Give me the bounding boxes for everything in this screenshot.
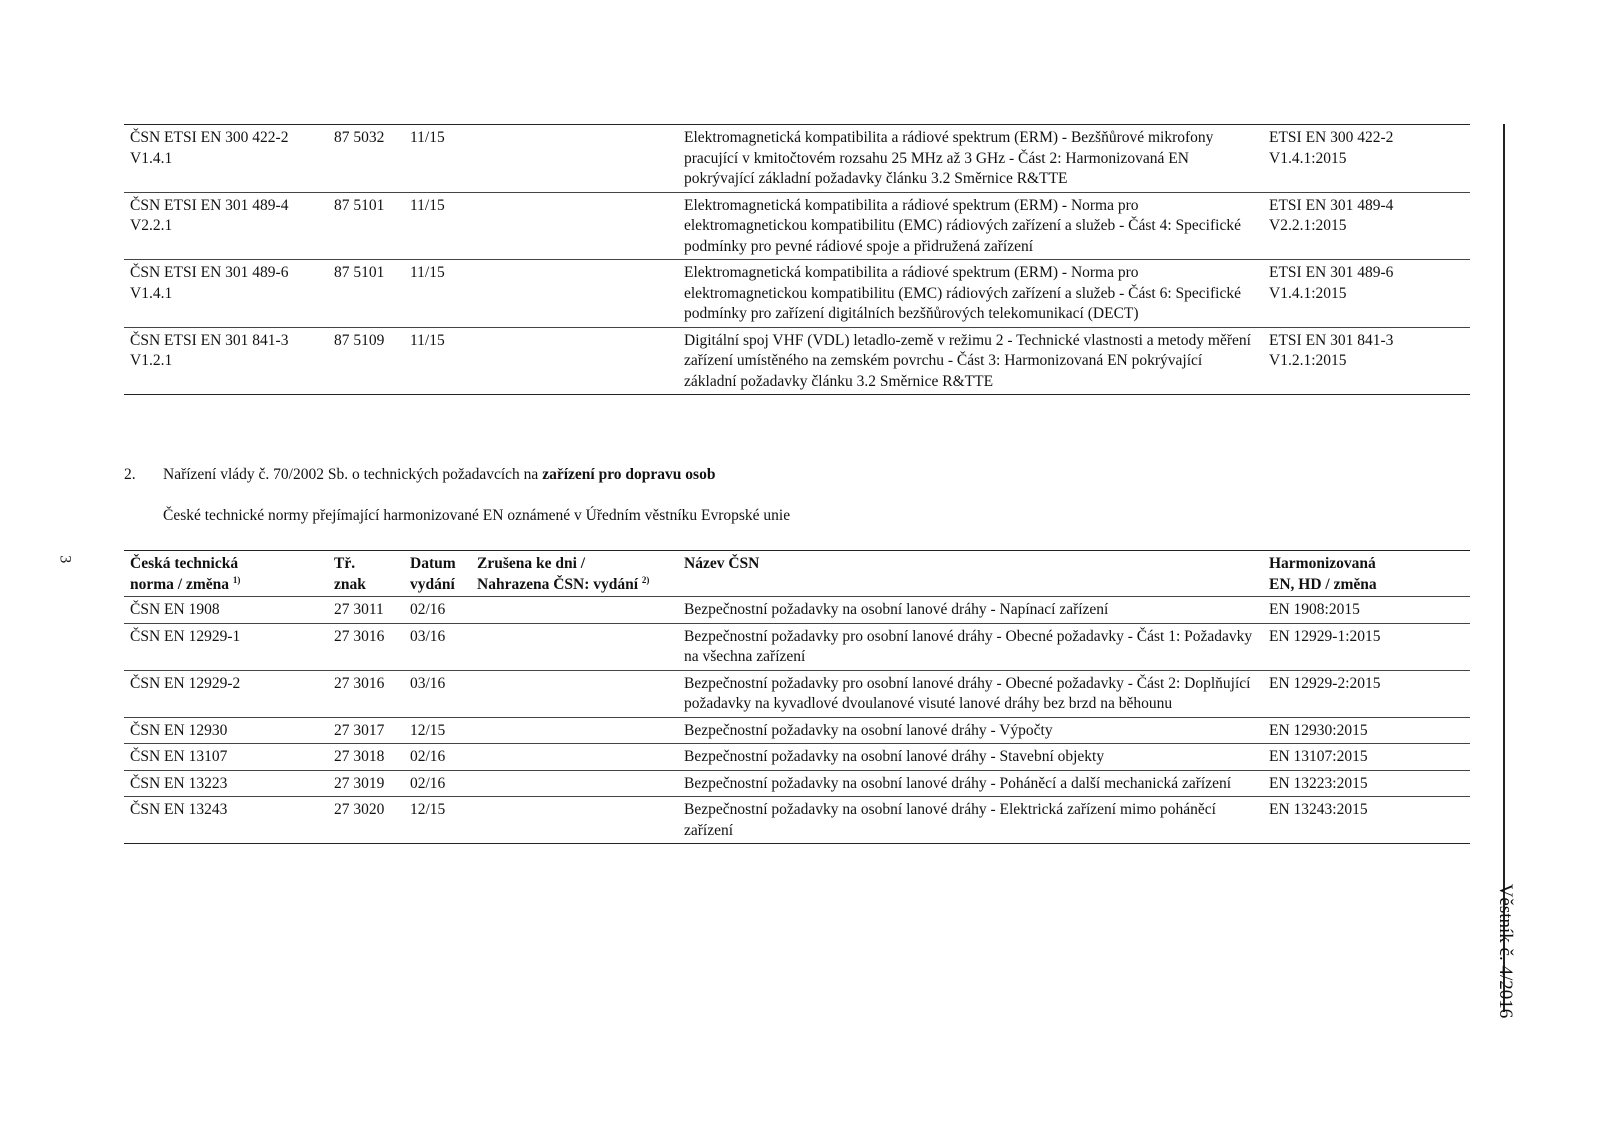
- table-header-row: [124, 551, 1470, 597]
- cell-class-mark: 87 5032: [334, 129, 385, 146]
- table-row: [124, 623, 1470, 670]
- cell-class-mark: 87 5101: [328, 260, 404, 328]
- table-row: [124, 770, 1470, 797]
- header-norm: Česká technická norma / změna $^{1)}$: [124, 551, 328, 597]
- table-row: [124, 192, 1470, 260]
- cell-class-mark: 27 3020: [328, 797, 404, 844]
- cell-harmonized: EN 1908:2015: [1269, 601, 1360, 618]
- cell-class-mark: 27 3019: [328, 770, 404, 797]
- cell-title: Bezpečnostní požadavky pro osobní lanové dráhy - Obecné požadavky - Část 1: Požadavky na všechna zařízení: [678, 623, 1263, 670]
- cell-norm: ČSN EN 1908: [130, 601, 220, 618]
- cell-norm: ČSN ETSI EN 301 841-3 V1.2.1: [124, 327, 328, 395]
- cell-title: Bezpečnostní požadavky na osobní lanové dráhy - Výpočty: [678, 717, 1263, 744]
- cell-class-mark: 27 3017: [328, 717, 404, 744]
- cell-replaced: [471, 744, 678, 771]
- cell-title: Bezpečnostní požadavky na osobní lanové dráhy - Poháněcí a další mechanická zařízení: [678, 770, 1263, 797]
- cell-harmonized: EN 13223:2015: [1263, 770, 1470, 797]
- cell-harmonized: ETSI EN 301 841-3 V1.2.1:2015: [1263, 327, 1470, 395]
- cell-issued: 11/15: [404, 327, 471, 395]
- standards-table-continued-body: [124, 125, 1470, 395]
- cell-norm: ČSN EN 13243: [124, 797, 328, 844]
- cell-issued: 12/15: [404, 797, 471, 844]
- standards-table: [124, 550, 1470, 844]
- table-row: [124, 327, 1470, 395]
- cell-harmonized: EN 12929-1:2015: [1263, 623, 1470, 670]
- cell-title: Bezpečnostní požadavky na osobní lanové dráhy - Stavební objekty: [678, 744, 1263, 771]
- cell-replaced: [471, 670, 678, 717]
- cell-replaced: [471, 770, 678, 797]
- section-title-text: Nařízení vlády č. 70/2002 Sb. o technických požadavcích na: [163, 466, 543, 483]
- page-number: 3: [56, 555, 74, 564]
- table-row: [124, 717, 1470, 744]
- cell-replaced: [471, 260, 678, 328]
- cell-replaced: [471, 597, 678, 624]
- header-class-mark: Tř. znak: [328, 551, 404, 597]
- cell-title: Bezpečnostní požadavky na osobní lanové dráhy - Elektrická zařízení mimo poháněcí zařízení: [678, 797, 1263, 844]
- cell-harmonized: EN 13107:2015: [1263, 744, 1470, 771]
- cell-issued: 03/16: [404, 670, 471, 717]
- cell-class-mark: 27 3011: [334, 601, 384, 618]
- cell-replaced: [471, 192, 678, 260]
- cell-norm: ČSN EN 12930: [124, 717, 328, 744]
- cell-norm: ČSN EN 13107: [124, 744, 328, 771]
- section-title-emphasis: zařízení pro dopravu osob: [542, 466, 716, 483]
- cell-norm: ČSN EN 12929-2: [124, 670, 328, 717]
- table-row: [124, 797, 1470, 844]
- table-row: [124, 260, 1470, 328]
- table-row: [124, 670, 1470, 717]
- header-title: Název ČSN: [678, 551, 1263, 597]
- cell-norm: ČSN ETSI EN 301 489-4 V2.2.1: [124, 192, 328, 260]
- header-replaced: Zrušena ke dni / Nahrazena ČSN: vydání $^{2)}$: [471, 551, 678, 597]
- cell-title: Elektromagnetická kompatibilita a rádiové spektrum (ERM) - Norma pro elektromagnetickou kompatibilitu (EMC) rádiových zařízení a služeb - Část 6: Specifické podmínky pro zařízení digitálních bezšňůrových telekomunikací (DECT): [678, 260, 1263, 328]
- cell-norm: ČSN ETSI EN 301 489-6 V1.4.1: [124, 260, 328, 328]
- cell-harmonized: EN 12930:2015: [1263, 717, 1470, 744]
- cell-title: Digitální spoj VHF (VDL) letadlo-země v režimu 2 - Technické vlastnosti a metody měření zařízení umístěného na zemském povrchu - Část 3: Harmonizovaná EN pokrývající základní požadavky článku 3.2 Směrnice R&TTE: [678, 327, 1263, 395]
- cell-issued: 02/16: [404, 770, 471, 797]
- cell-issued: 02/16: [410, 601, 446, 618]
- cell-norm: ČSN EN 13223: [124, 770, 328, 797]
- cell-issued: 11/15: [404, 260, 471, 328]
- section-subheading: České technické normy přejímající harmonizované EN oznámené v Úředním věstníku Evropské unie: [163, 507, 791, 524]
- cell-replaced: [471, 797, 678, 844]
- table-row: [124, 744, 1470, 771]
- cell-norm: ČSN EN 12929-1: [124, 623, 328, 670]
- cell-replaced: [471, 623, 678, 670]
- cell-issued: 03/16: [404, 623, 471, 670]
- cell-harmonized: ETSI EN 300 422-2 V1.4.1:2015: [1269, 129, 1394, 167]
- section-number: 2.: [124, 466, 136, 483]
- cell-replaced: [471, 125, 678, 193]
- footnote-mark-1: 1): [232, 574, 241, 585]
- cell-norm: ČSN ETSI EN 300 422-2 V1.4.1: [130, 129, 289, 167]
- cell-class-mark: 87 5101: [328, 192, 404, 260]
- cell-issued: 11/15: [404, 192, 471, 260]
- cell-title: Elektromagnetická kompatibilita a rádiové spektrum (ERM) - Norma pro elektromagnetickou kompatibilitu (EMC) rádiových zařízení a služeb - Část 4: Specifické podmínky pro pevné rádiové spoje a přidružená zařízení: [678, 192, 1263, 260]
- header-harmonized: Harmonizovaná EN, HD / změna: [1263, 551, 1470, 597]
- table-row: [124, 597, 1470, 624]
- cell-issued: 11/15: [410, 129, 445, 146]
- cell-title: Bezpečnostní požadavky pro osobní lanové dráhy - Obecné požadavky - Část 2: Doplňující požadavky na kyvadlové dvoulanové visuté lanové dráhy bez brzd na běhounu: [678, 670, 1263, 717]
- cell-class-mark: 27 3018: [328, 744, 404, 771]
- standards-table-continued: [124, 124, 1470, 395]
- cell-class-mark: 27 3016: [328, 670, 404, 717]
- cell-replaced: [471, 717, 678, 744]
- standards-table-body: [124, 597, 1470, 844]
- cell-title: Bezpečnostní požadavky na osobní lanové dráhy - Napínací zařízení: [684, 601, 1109, 618]
- cell-replaced: [471, 327, 678, 395]
- journal-title: Věstník č. 4/2016: [1495, 883, 1516, 1019]
- cell-harmonized: EN 13243:2015: [1263, 797, 1470, 844]
- cell-class-mark: 87 5109: [328, 327, 404, 395]
- cell-title: Elektromagnetická kompatibilita a rádiové spektrum (ERM) - Bezšňůrové mikrofony pracující v kmitočtovém rozsahu 25 MHz až 3 GHz - Část 2: Harmonizovaná EN pokrývající základní požadavky článku 3.2 Směrnice R&TTE: [684, 129, 1214, 187]
- cell-issued: 02/16: [404, 744, 471, 771]
- table-row: [124, 125, 1470, 193]
- header-issued: Datum vydání: [404, 551, 471, 597]
- cell-class-mark: 27 3016: [328, 623, 404, 670]
- cell-harmonized: ETSI EN 301 489-4 V2.2.1:2015: [1263, 192, 1470, 260]
- cell-harmonized: EN 12929-2:2015: [1263, 670, 1470, 717]
- cell-harmonized: ETSI EN 301 489-6 V1.4.1:2015: [1263, 260, 1470, 328]
- footnote-mark-2: 2): [641, 574, 650, 585]
- cell-issued: 12/15: [404, 717, 471, 744]
- section-title: [163, 465, 715, 486]
